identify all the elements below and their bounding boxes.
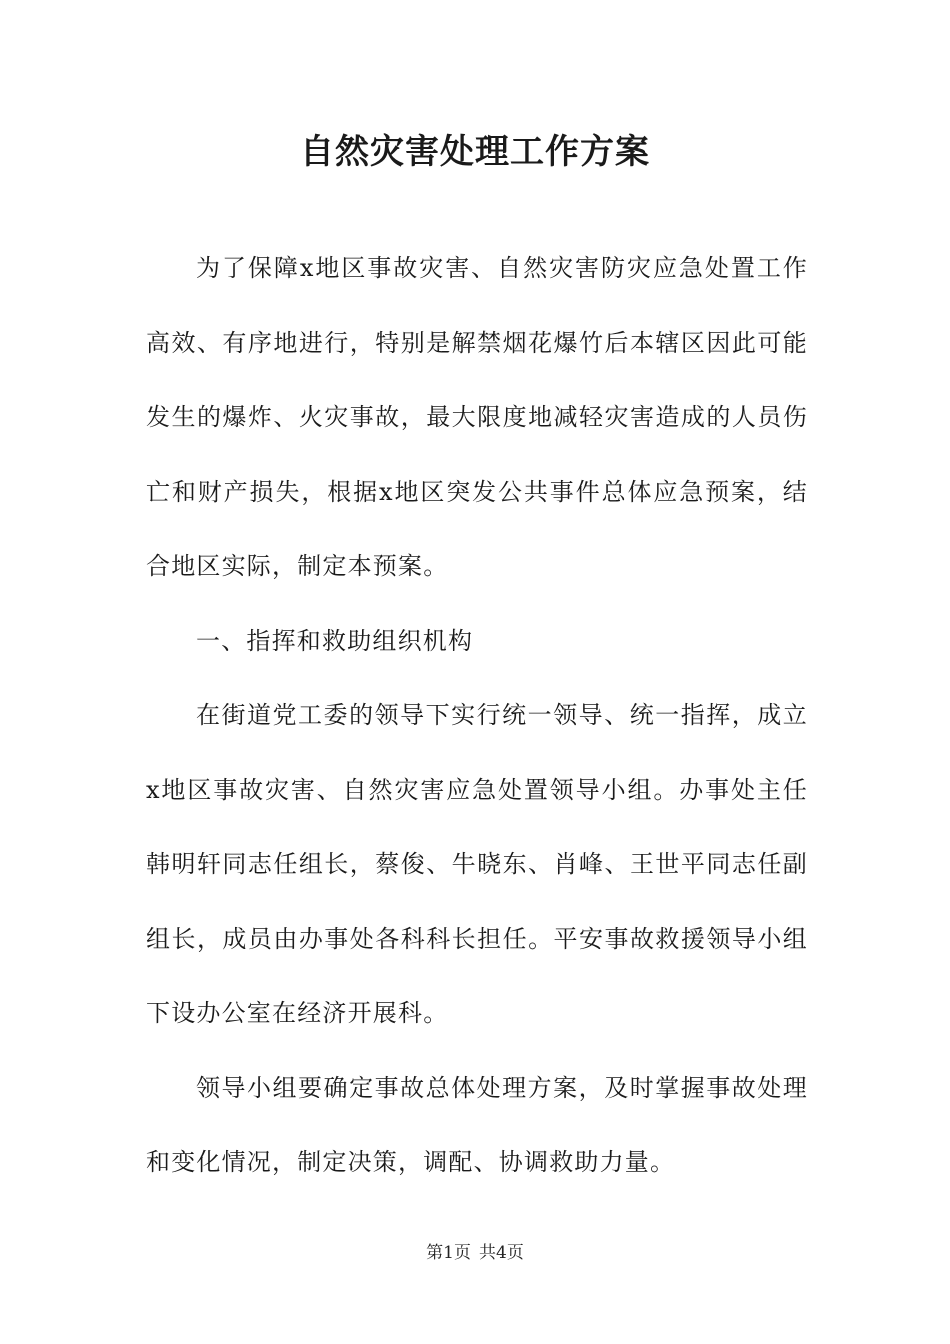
page-total: 共4页 xyxy=(479,1243,524,1263)
paragraph-organization: 在街道党工委的领导下实行统一领导、统一指挥，成立x地区事故灾害、自然灾害应急处置领导小组。办事处主任韩明轩同志任组长，蔡俊、牛晓东、肖峰、王世平同志任副组长，成员由办事处各科科长担任。平安事故救援领导小组下设办公室在经济开展科。 xyxy=(146,701,808,1027)
document-body xyxy=(146,231,808,1200)
document-title: 自然灾害处理工作方案 xyxy=(300,132,650,172)
section-heading: 一、指挥和救助组织机构 xyxy=(196,626,474,655)
paragraph-intro: 为了保障x地区事故灾害、自然灾害防灾应急处置工作高效、有序地进行，特别是解禁烟花爆竹后本辖区因此可能发生的爆炸、火灾事故，最大限度地减轻灾害造成的人员伤亡和财产损失，根据x地区突发公共事件总体应急预案，结合地区实际，制定本预案。 xyxy=(146,254,808,580)
paragraph-duties: 领导小组要确定事故总体处理方案，及时掌握事故处理和变化情况，制定决策，调配、协调救助力量。 xyxy=(146,1073,808,1176)
page-footer xyxy=(0,1241,950,1265)
page-number: 第1页 xyxy=(426,1243,471,1263)
